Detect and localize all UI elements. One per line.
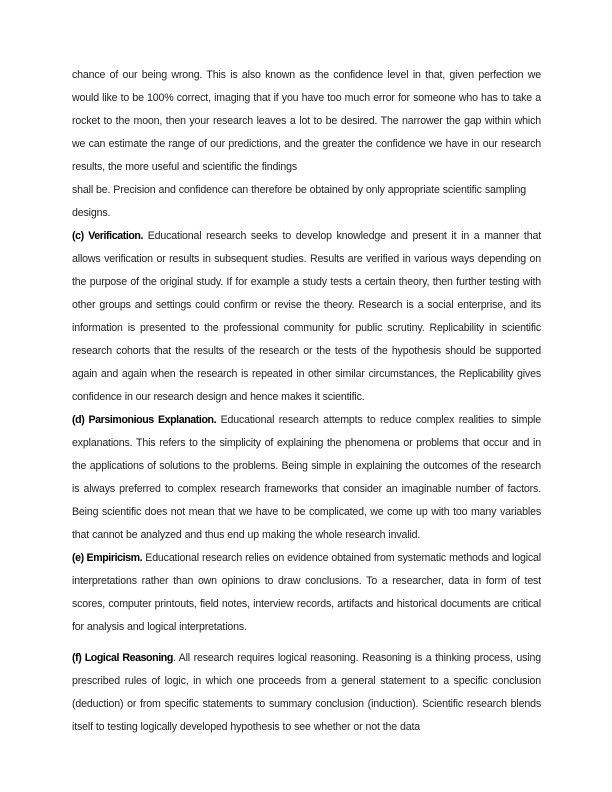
section-heading-verification: (c) Verification. — [72, 230, 144, 242]
section-heading-logical-reasoning: (f) Logical Reasoning — [72, 652, 173, 664]
paragraph-parsimonious — [72, 409, 541, 547]
paragraph-precision-tail: shall be. Precision and confidence can therefore be obtained by only appropriate scientific sampling designs. — [72, 184, 527, 219]
section-heading-empiricism: (e) Empiricism. — [72, 552, 143, 564]
section-body-verification: Educational research seeks to develop knowledge and present it in a manner that allows verification or results in subsequent studies. Results are verified in various ways depending on the purpose of the original study. If for example a study tests a certain theory, then further testing with other groups and settings could confirm or revise the theory. Research is a social enterprise, and its information is presented to the professional community for public scrutiny. Replicability in scientific research cohorts that the results of the research or the tests of the hypothesis should be supported again and again when the research is repeated in other similar circumstances, the Replicability gives confidence in our research design and hence makes it scientific. — [72, 230, 542, 403]
section-heading-parsimonious: (d) Parsimonious Explanation. — [72, 414, 217, 426]
paragraph-empiricism — [72, 547, 541, 639]
section-body-parsimonious: Educational research attempts to reduce complex realities to simple explanations. This refers to the simplicity of explaining the phenomena or problems that occur and in the applications of solutions to the problems. Being simple in explaining the outcomes of the research is always preferred to complex research frameworks that consider an imaginable number of factors. Being scientific does not mean that we have to be complicated, we come up with too many variables that cannot be analyzed and thus end up making the whole research invalid. — [72, 414, 541, 541]
document-page — [72, 64, 541, 739]
paragraph-precision-continued: chance of our being wrong. This is also known as the confidence level in that, given perfection we would like to be 100% correct, imaging that if you have too much error for someone who has to take a rocket to the moon, then your research leaves a lot to be desired. The narrower the gap within which we can estimate the range of our predictions, and the greater the confidence we have in our research results, the more useful and scientific the findings — [72, 69, 541, 173]
section-body-logical-reasoning: . All research requires logical reasoning. Reasoning is a thinking process, using prescribed rules of logic, in which one proceeds from a general statement to a specific conclusion (deduction) or from specific statements to summary conclusion (induction). Scientific research blends itself to testing logically developed hypothesis to see whether or not the data — [72, 652, 541, 733]
section-body-empiricism: Educational research relies on evidence obtained from systematic methods and logical interpretations rather than own opinions to draw conclusions. To a researcher, data in form of test scores, computer printouts, field notes, interview records, artifacts and historical documents are critical for analysis and logical interpretations. — [72, 552, 541, 633]
paragraph-verification — [72, 225, 541, 409]
paragraph-logical-reasoning — [72, 647, 541, 739]
